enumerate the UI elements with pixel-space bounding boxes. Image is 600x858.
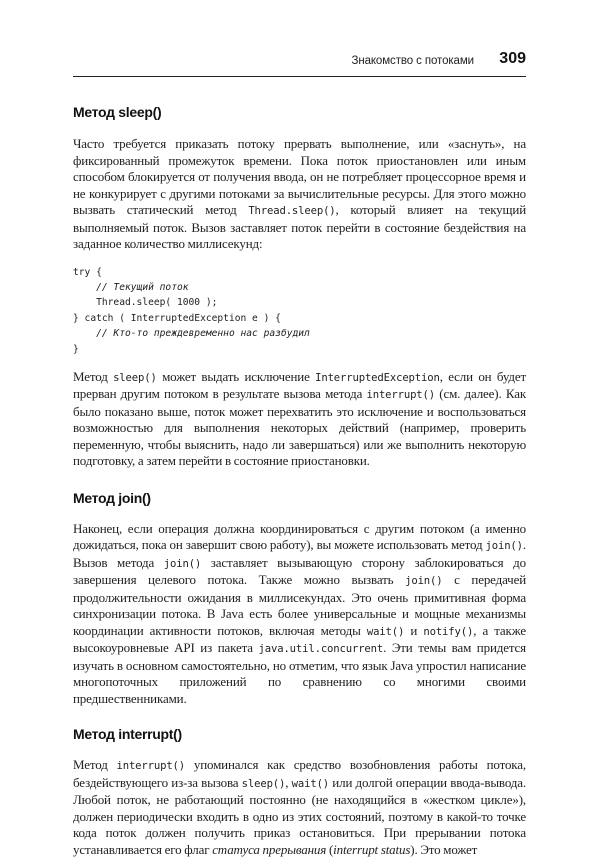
- code-text: try {: [73, 266, 102, 278]
- section-heading-sleep: Метод sleep(): [73, 104, 162, 120]
- code-line: [73, 265, 526, 280]
- text-run: Часто требуется приказать потоку прервать выполнение, или «заснуть», на фиксированный промежуток времени. Пока поток приостановлен или иным способом блокируется от получения ввода, он не потребляет процессорное время и не конкурирует с другими потоками за вычислительные ресурсы. Для этого можно вызвать статический метод: [73, 136, 526, 217]
- emphasis-text: interrupt status: [333, 841, 411, 857]
- text-run: и: [404, 622, 424, 638]
- inline-code: InterruptedException: [315, 371, 440, 384]
- text-run: ,: [285, 774, 292, 790]
- inline-code: join(): [485, 540, 523, 553]
- code-text: [73, 282, 96, 293]
- text-run: или долгой операции ввода-вывода. Любой поток, не работающий постоянно (не находящийся в «жестком цикле»), должен периодически входить в одно из этих состояний, поэтому в какой-то точке кода поток должен получить приказ остановиться. При прерывании потока устанавливается его флаг: [73, 774, 526, 857]
- sleep-paragraph-1: [73, 136, 526, 253]
- inline-code: notify(): [423, 625, 474, 638]
- inline-code: Thread.sleep(): [248, 205, 336, 217]
- text-run: упоминался как средство возобновления работы потока, бездействующего из-за вызова: [73, 757, 526, 790]
- code-line: [73, 280, 526, 295]
- code-example-sleep: [73, 265, 526, 357]
- text-run: (см. далее). Как было показано выше, поток может перехватить это исключение и воспользоваться возможностью для выполнения некоторых действий (например, проверить переменную, чтобы выяснить, надо ли завершаться) или же выполнить некоторую подготовку, а затем перейти в состояние приостановки.: [73, 386, 526, 469]
- interrupt-paragraph: [73, 757, 526, 858]
- section-interrupt: [73, 726, 526, 858]
- inline-code: interrupt(): [116, 760, 186, 773]
- section-heading-interrupt: Метод interrupt(): [73, 726, 182, 743]
- text-run: может выдать исключение: [156, 368, 316, 384]
- text-run: , если он будет прерван другим потоком в результате вызова метода: [73, 368, 527, 402]
- page-content: [73, 98, 526, 858]
- inline-code: interrupt(): [366, 389, 435, 402]
- code-line: [73, 295, 526, 310]
- text-run: заставляет вызывающую сторону заблокироваться до завершения целевого потока. Также можно вызвать: [73, 554, 526, 588]
- code-comment: // Текущий поток: [96, 281, 189, 293]
- section-join: [73, 490, 526, 708]
- running-header: [73, 48, 526, 77]
- text-run: (: [326, 841, 334, 857]
- inline-code: wait(): [366, 625, 405, 638]
- inline-code: java.util.concurrent: [258, 643, 384, 656]
- join-paragraph: [73, 521, 526, 708]
- code-line: [73, 326, 526, 341]
- code-comment: // Кто-то преждевременно нас разбудил: [96, 328, 310, 340]
- inline-code: wait(): [291, 777, 330, 790]
- text-run: Метод: [73, 368, 114, 384]
- text-run: . Вызов метода: [73, 537, 526, 570]
- text-run: ). Это может: [410, 841, 478, 857]
- inline-code: join(): [163, 557, 202, 570]
- inline-code: join(): [405, 575, 443, 588]
- code-text: } catch ( InterruptedException e ) {: [73, 312, 281, 324]
- section-heading-join: Метод join(): [73, 489, 151, 506]
- text-run: , который влияет на текущий выполняемый поток. Вызов заставляет поток перейти в состояние бездействия на заданное количество миллисекунд:: [73, 202, 527, 251]
- text-run: Наконец, если операция должна координироваться с другим потоком (а именно дожидаться, пока он завершит свою работу), вы можете использовать метод: [73, 520, 526, 553]
- section-sleep: [73, 104, 526, 470]
- code-text: [73, 328, 96, 339]
- inline-code: sleep(): [113, 371, 157, 384]
- code-text: Thread.sleep( 1000 );: [73, 297, 218, 309]
- code-line: [73, 311, 526, 326]
- text-run: . Эти темы вам придется изучать в основном самостоятельно, но отметим, что язык Java упростил написание многопоточных приложений по сравнению со многими своими предшественниками.: [73, 640, 526, 706]
- inline-code: sleep(): [241, 777, 286, 790]
- text-run: Метод: [73, 757, 117, 773]
- code-line: [73, 342, 526, 357]
- page-number: 309: [499, 50, 526, 67]
- text-run: , а также высокоуровневые API из пакета: [73, 622, 526, 656]
- running-title: Знакомство с потоками: [351, 55, 474, 67]
- sleep-paragraph-2: [73, 369, 526, 470]
- code-text: }: [73, 343, 79, 355]
- text-run: с передачей продолжительности ожидания в миллисекундах. Это очень примитивная форма синхронизации потока. В Java есть более универсальные и мощные механизмы координации активности потоков, включая методы: [73, 572, 526, 638]
- emphasis-text: статуса прерывания: [212, 841, 327, 857]
